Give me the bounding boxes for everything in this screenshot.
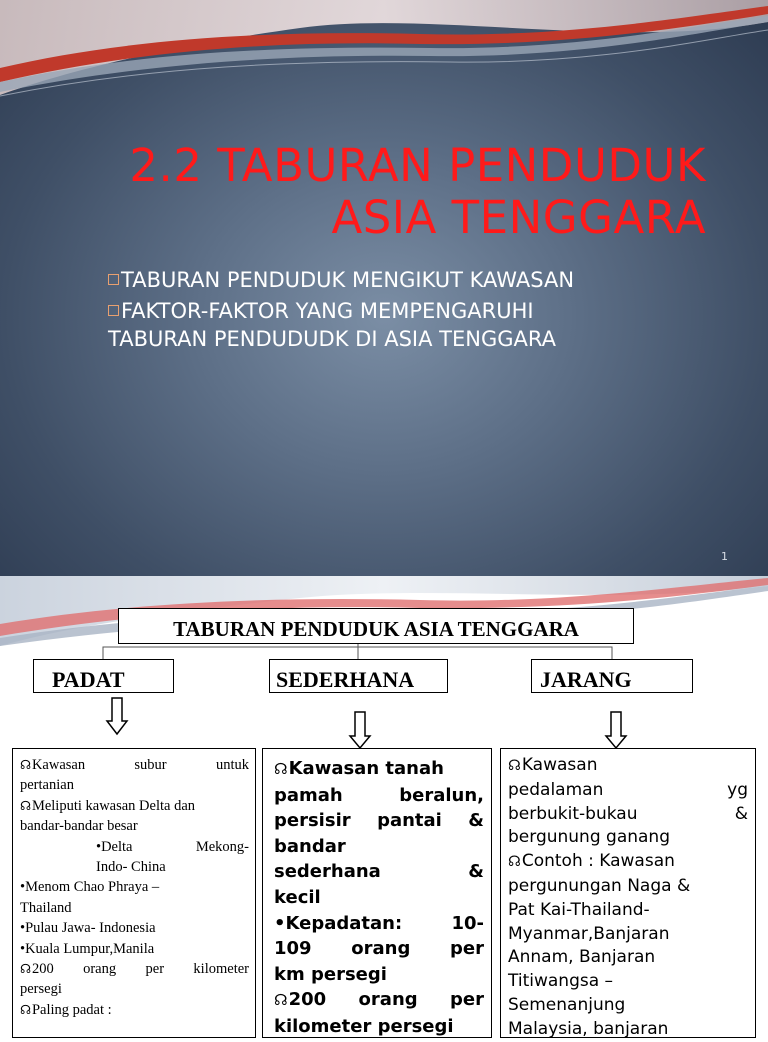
detail-text: Indo- China (96, 859, 166, 876)
bullet-text-continued: TABURAN PENDUDUDK DI ASIA TENGGARA (108, 327, 556, 351)
detail-text: berbukit-bukau & (508, 803, 748, 824)
headphones-icon: ☊ (20, 758, 31, 772)
category-padat: PADAT (33, 659, 174, 693)
detail-text: Malaysia, banjaran (508, 1018, 669, 1039)
down-arrow-icon (107, 698, 127, 734)
page-number: 1 (721, 550, 728, 563)
headphones-icon: ☊ (274, 991, 288, 1010)
detail-text: pertanian (20, 777, 74, 794)
title-line-1: 2.2 TABURAN PENDUDUK (129, 139, 706, 192)
detail-text: pergunungan Naga & (508, 875, 691, 896)
decorative-waves (0, 0, 768, 140)
detail-text: Meliputi kawasan Delta dan (31, 797, 196, 814)
detail-text: 200 orang per kilometer (31, 961, 249, 978)
detail-text: •Kuala Lumpur,Manila (20, 940, 155, 957)
down-arrow-icon (606, 712, 626, 748)
bullet-item (108, 266, 728, 294)
detail-text: 200 orang per (288, 989, 484, 1011)
bullet-text: FAKTOR-FAKTOR YANG MEMPENGARUHI (121, 299, 534, 323)
square-bullet-icon (108, 305, 119, 316)
detail-text: Pat Kai-Thailand- (508, 899, 650, 920)
detail-text: pedalaman yg (508, 779, 748, 800)
slide-title (26, 140, 706, 244)
headphones-icon: ☊ (20, 962, 31, 977)
jarang-details (500, 748, 756, 1038)
detail-text: persegi (20, 981, 62, 998)
headphones-icon: ☊ (20, 1002, 31, 1017)
detail-text: Semenanjung (508, 994, 626, 1015)
detail-text: •Delta Mekong- (96, 838, 249, 855)
detail-text: •Pulau Jawa- Indonesia (20, 920, 156, 937)
square-bullet-icon (108, 274, 119, 285)
bullet-list (108, 266, 728, 356)
headphones-icon: ☊ (20, 798, 31, 813)
detail-text: km persegi (274, 963, 387, 985)
detail-text: kecil (274, 886, 321, 908)
detail-text: •Kepadatan: 10- (274, 912, 484, 934)
padat-details (12, 748, 256, 1038)
detail-text: sederhana & (274, 861, 484, 883)
detail-text: bandar-bandar besar (20, 818, 138, 835)
category-jarang: JARANG (531, 659, 693, 693)
detail-text: Contoh : Kawasan (521, 851, 675, 872)
detail-text: bandar (274, 835, 346, 857)
detail-text: Kawasan subur untuk (31, 757, 249, 773)
sederhana-details (262, 748, 492, 1038)
main-title-box: TABURAN PENDUDUK ASIA TENGGARA (118, 608, 634, 644)
detail-text: Thailand (20, 899, 72, 916)
down-arrow-icon (350, 712, 370, 748)
detail-text: Paling padat : (31, 1001, 112, 1018)
bullet-text: TABURAN PENDUDUK MENGIKUT KAWASAN (121, 268, 575, 292)
bullet-item (108, 297, 728, 353)
detail-text: bergunung ganang (508, 827, 670, 848)
detail-text: Annam, Banjaran (508, 947, 656, 968)
headphones-icon: ☊ (508, 854, 521, 871)
title-line-2: ASIA TENGGARA (331, 191, 706, 244)
headphones-icon: ☊ (508, 758, 521, 774)
slide-2 (0, 576, 768, 1039)
detail-text: Kawasan tanah (288, 758, 444, 779)
detail-text: kilometer persegi (274, 1015, 454, 1037)
detail-text: persisir pantai & (274, 810, 484, 832)
detail-text: Myanmar,Banjaran (508, 923, 670, 944)
detail-text: •Menom Chao Phraya – (20, 879, 160, 896)
detail-text: 109 orang per (274, 938, 484, 960)
detail-text: Kawasan (521, 755, 598, 775)
detail-text: pamah beralun, (274, 784, 484, 806)
headphones-icon: ☊ (274, 760, 288, 778)
detail-text: Titiwangsa – (508, 971, 614, 992)
category-sederhana: SEDERHANA (269, 659, 448, 693)
